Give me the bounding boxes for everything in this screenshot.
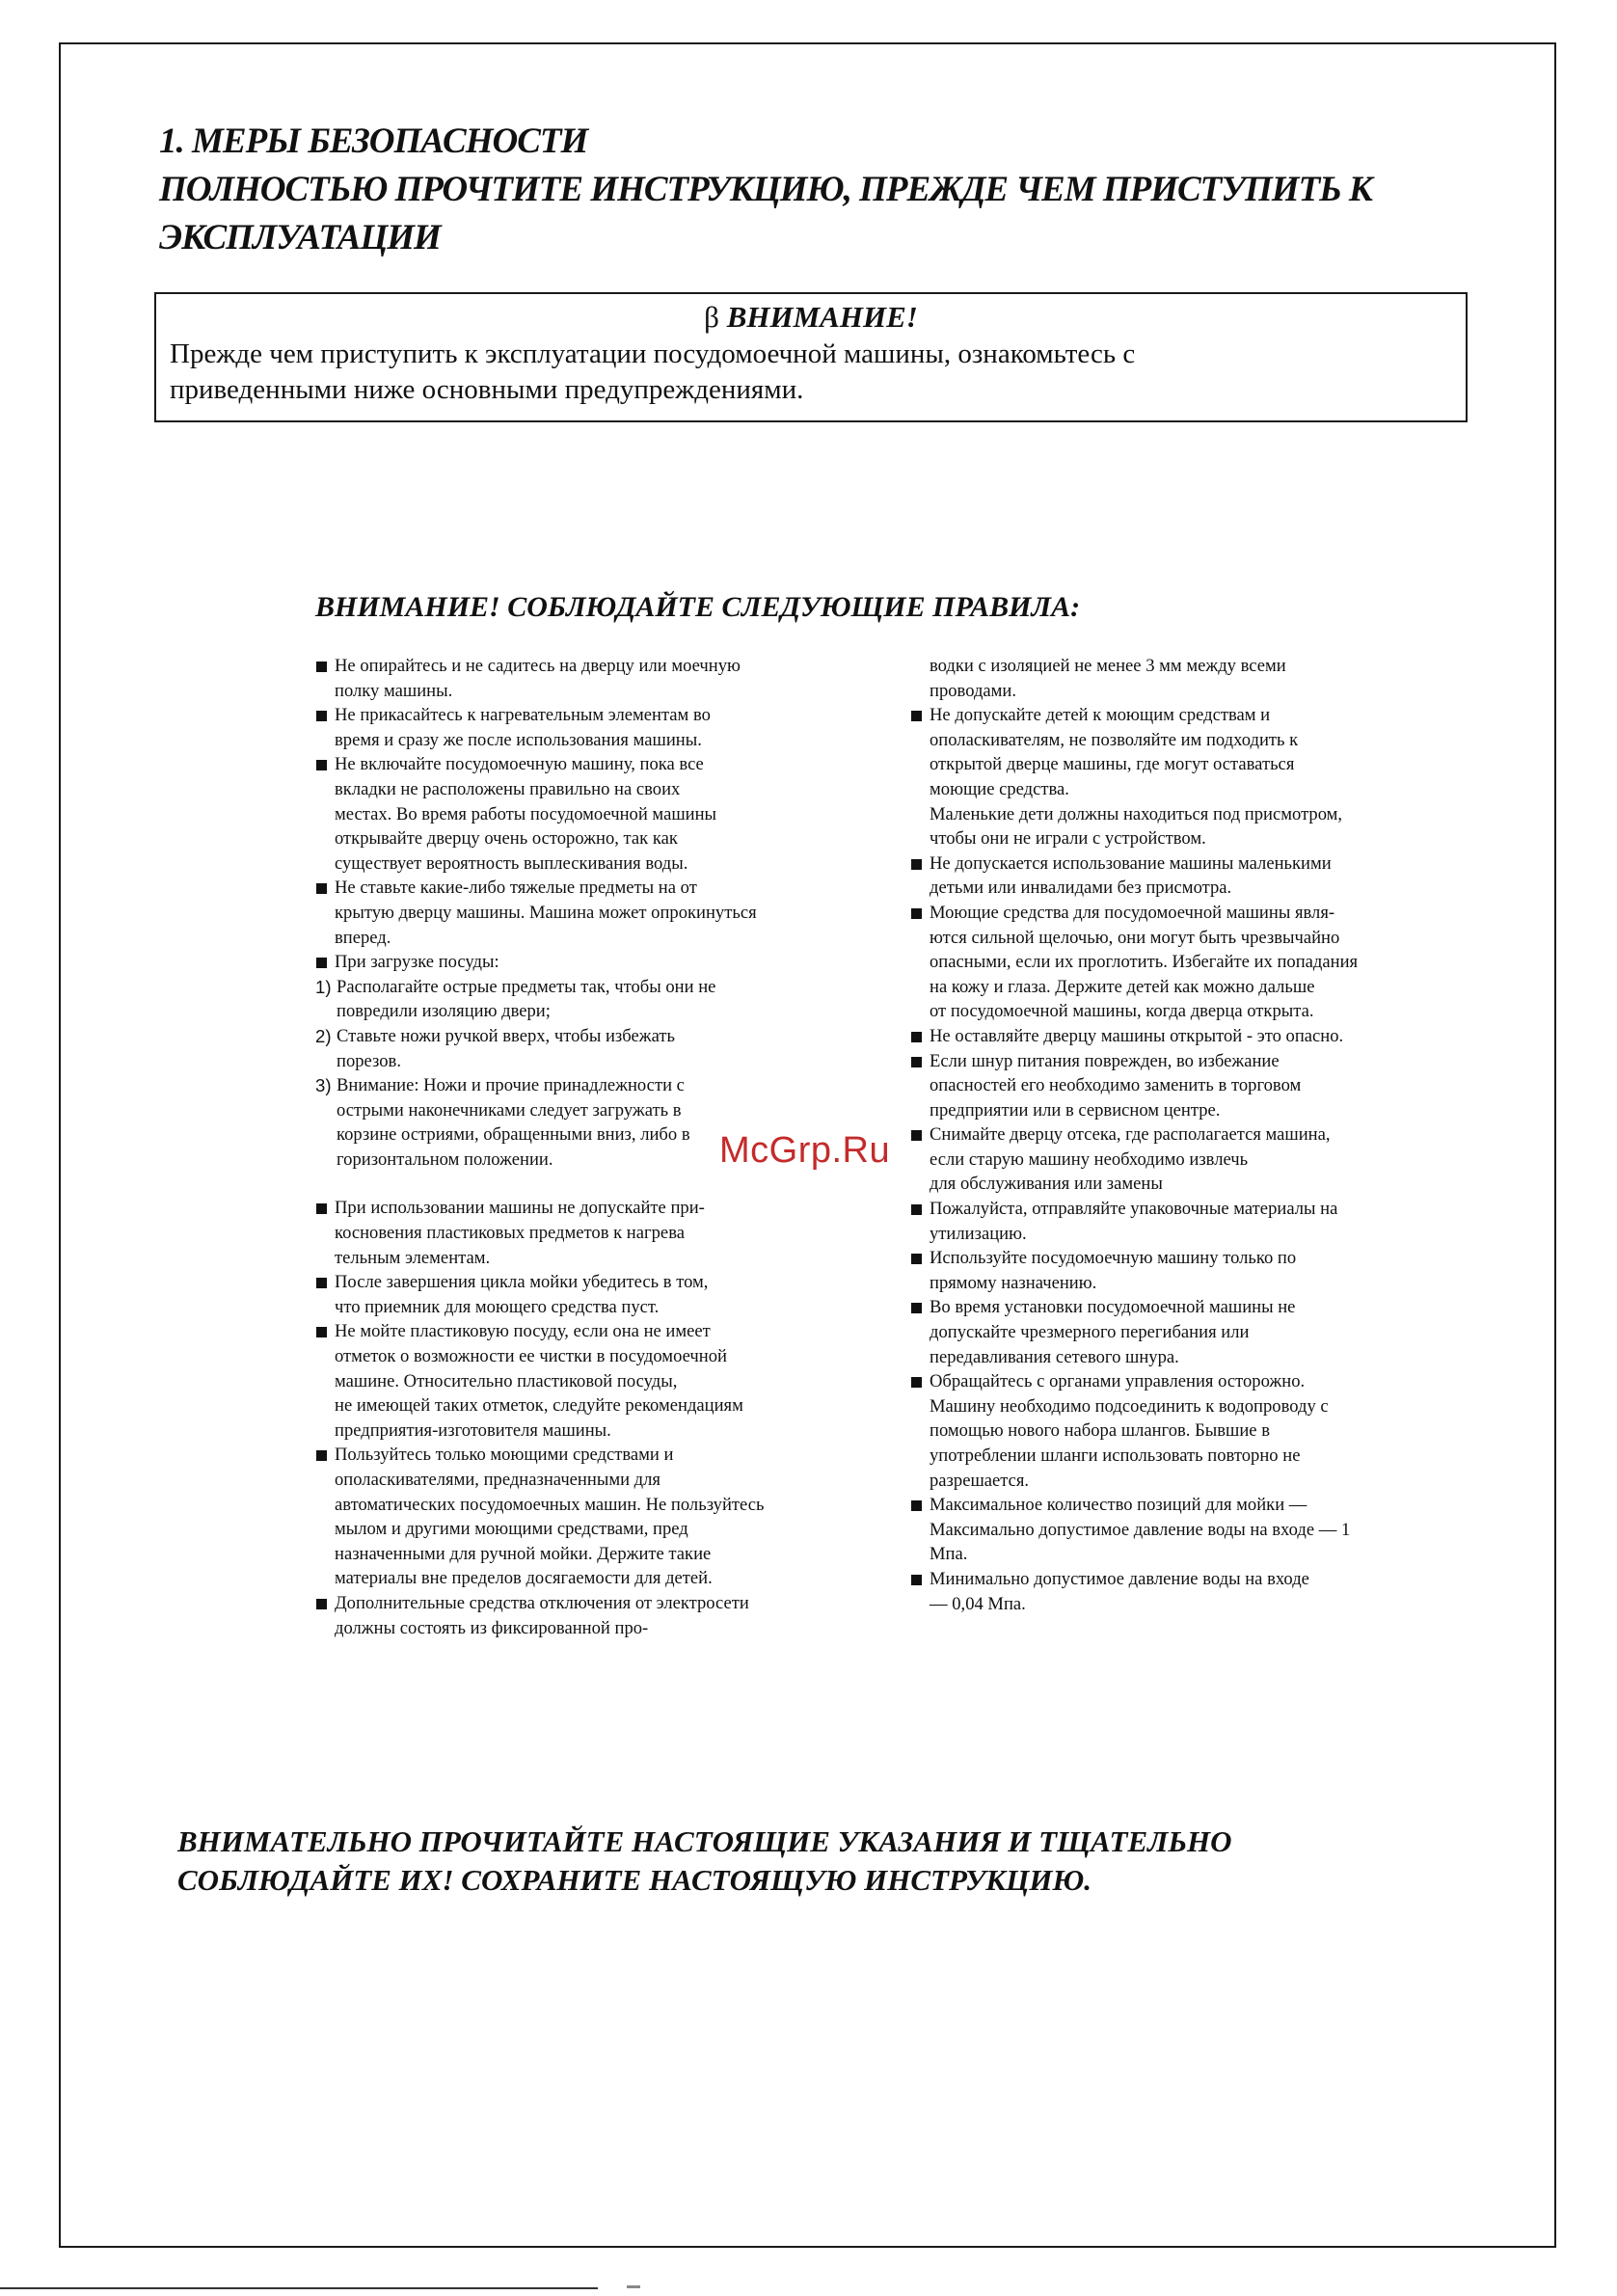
bullet-square-icon: [316, 1327, 327, 1337]
rules-right-column: [910, 654, 1460, 1616]
rule-line: Используйте посудомоечную машину только по: [930, 1248, 1297, 1269]
bullet-square-icon: [316, 1450, 327, 1461]
warning-symbol-icon: β: [704, 300, 719, 334]
rule-line: вперед.: [335, 927, 391, 948]
rule-item: [910, 1122, 1460, 1197]
rule-line: передавливания сетевого шнура.: [930, 1346, 1179, 1367]
rule-line: Мпа.: [930, 1544, 968, 1565]
rule-line: Маленькие дети должны находиться под присмотром,: [930, 803, 1343, 824]
rule-line: Ставьте ножи ручкой вверх, чтобы избежать: [337, 1025, 675, 1046]
bullet-square-icon: [911, 1377, 922, 1388]
rule-line: Располагайте острые предметы так, чтобы они не: [337, 976, 716, 997]
item-number: 2): [315, 1025, 332, 1046]
rule-item: [315, 1196, 865, 1270]
bullet-square-icon: [316, 1203, 327, 1214]
rule-line: порезов.: [337, 1050, 401, 1071]
rule-line: Моющие средства для посудомоечной машины явля-: [930, 902, 1335, 923]
rule-line: машине. Относительно пластиковой посуды,: [335, 1370, 678, 1391]
rule-item: [910, 703, 1460, 851]
warning-text-line: Прежде чем приступить к эксплуатации посудомоечной машины, ознакомьтесь с: [170, 338, 1136, 369]
rule-item: [315, 752, 865, 876]
title-line: ЭКСПЛУАТАЦИИ: [159, 218, 441, 257]
rule-line: Максимально допустимое давление воды на входе — 1: [930, 1519, 1351, 1540]
rule-line: опасностей его необходимо заменить в торговом: [930, 1075, 1302, 1096]
rule-line: на кожу и глаза. Держите детей как можно дальше: [930, 976, 1315, 997]
bottom-mark: [627, 2285, 640, 2288]
rule-line: Не прикасайтесь к нагревательным элементам во: [335, 705, 711, 726]
spacer: [315, 1172, 865, 1196]
rule-item: [910, 1024, 1460, 1049]
rule-line: проводами.: [930, 680, 1017, 701]
rule-line: отметок о возможности ее чистки в посудомоечной: [335, 1346, 727, 1367]
warning-heading-text: ВНИМАНИЕ!: [726, 300, 918, 334]
rule-line: употреблении шланги использовать повторно не: [930, 1445, 1301, 1466]
rule-line: что приемник для моющего средства пуст.: [335, 1296, 660, 1317]
page-title: [159, 118, 1470, 262]
rule-line: Не оставляйте дверцу машины открытой - это опасно.: [930, 1025, 1344, 1046]
rule-item: [315, 1443, 865, 1591]
rule-line: ополаскивателям, не позволяйте им подходить к: [930, 729, 1299, 750]
rule-line: автоматических посудомоечных машин. Не пользуйтесь: [335, 1494, 765, 1515]
bullet-square-icon: [316, 662, 327, 672]
rule-line: предприятия-изготовителя машины.: [335, 1419, 611, 1441]
rule-line: ются сильной щелочью, они могут быть чрезвычайно: [930, 927, 1340, 948]
rule-line: назначенными для ручной мойки. Держите такие: [335, 1543, 712, 1564]
bullet-square-icon: [911, 859, 922, 870]
rule-line: Не мойте пластиковую посуду, если она не имеет: [335, 1321, 711, 1342]
rule-line: Если шнур питания поврежден, во избежание: [930, 1050, 1280, 1071]
rule-line: Максимальное количество позиций для мойки —: [930, 1495, 1307, 1516]
bullet-square-icon: [911, 1500, 922, 1511]
rule-item: [910, 1369, 1460, 1493]
item-number: 1): [315, 976, 332, 997]
numbered-item: [315, 975, 865, 1024]
rule-item: [910, 654, 1460, 703]
bullet-square-icon: [911, 908, 922, 919]
rule-line: Снимайте дверцу отсека, где располагается машина,: [930, 1124, 1331, 1146]
rule-line: моющие средства.: [930, 778, 1069, 799]
rule-line: Пожалуйста, отправляйте упаковочные материалы на: [930, 1199, 1338, 1220]
rule-line: косновения пластиковых предметов к нагрева: [335, 1223, 685, 1244]
rule-line: время и сразу же после использования машины.: [335, 729, 702, 750]
rule-line: — 0,04 Мпа.: [930, 1593, 1026, 1614]
watermark: McGrp.Ru: [719, 1130, 891, 1171]
rule-line: утилизацию.: [930, 1223, 1027, 1244]
bullet-square-icon: [911, 1575, 922, 1585]
rule-line: водки с изоляцией не менее 3 мм между всеми: [930, 656, 1286, 676]
bullet-square-icon: [316, 760, 327, 770]
rule-line: опасными, если их проглотить. Избегайте их попадания: [930, 952, 1359, 973]
bottom-rule: [0, 2287, 598, 2289]
rule-item: [315, 1270, 865, 1319]
rule-item: [910, 901, 1460, 1024]
bullet-square-icon: [911, 711, 922, 721]
rule-item: [315, 703, 865, 752]
rule-line: не имеющей таких отметок, следуйте рекомендациям: [335, 1395, 743, 1417]
rule-line: Машину необходимо подсоединить к водопроводу с: [930, 1395, 1329, 1417]
rule-line: вкладки не расположены правильно на своих: [335, 778, 681, 799]
rule-line: острыми наконечниками следует загружать в: [337, 1099, 682, 1121]
rule-line: допускайте чрезмерного перегибания или: [930, 1322, 1250, 1343]
bullet-square-icon: [911, 1204, 922, 1215]
warning-heading: [170, 298, 1452, 337]
rules-heading: ВНИМАНИЕ! СОБЛЮДАЙТЕ СЛЕДУЮЩИЕ ПРАВИЛА:: [315, 591, 1081, 623]
rule-line: предприятии или в сервисном центре.: [930, 1099, 1221, 1121]
rule-line: Не ставьте какие-либо тяжелые предметы на от: [335, 878, 697, 899]
rule-line: горизонтальном положении.: [337, 1148, 553, 1170]
rule-line: крытую дверцу машины. Машина может опрокинуться: [335, 902, 757, 923]
rule-line: если старую машину необходимо извлечь: [930, 1148, 1249, 1170]
bullet-square-icon: [911, 1254, 922, 1264]
warning-text-line: приведенными ниже основными предупреждениями.: [170, 374, 804, 405]
title-line: 1. МЕРЫ БЕЗОПАСНОСТИ: [159, 122, 588, 161]
bullet-square-icon: [316, 711, 327, 721]
rule-line: Не опирайтесь и не садитесь на дверцу или моечную: [335, 656, 741, 676]
rule-line: Минимально допустимое давление воды на входе: [930, 1568, 1309, 1589]
bullet-square-icon: [316, 883, 327, 894]
rule-item: [315, 1319, 865, 1443]
rule-line: повредили изоляцию двери;: [337, 1001, 551, 1022]
rule-line: мылом и другими моющими средствами, пред: [335, 1519, 688, 1540]
rule-line: должны состоять из фиксированной про-: [335, 1617, 649, 1638]
rule-line: ополаскивателями, предназначенными для: [335, 1470, 660, 1490]
title-line: ПОЛНОСТЬЮ ПРОЧТИТЕ ИНСТРУКЦИЮ, ПРЕЖДЕ ЧЕМ ПРИСТУПИТЬ К: [159, 170, 1372, 209]
rule-line: Не допускается использование машины маленькими: [930, 852, 1332, 874]
rule-line: разрешается.: [930, 1470, 1030, 1491]
warning-box: [154, 292, 1468, 422]
rule-line: Пользуйтесь только моющими средствами и: [335, 1445, 674, 1466]
footer-line: ВНИМАТЕЛЬНО ПРОЧИТАЙТЕ НАСТОЯЩИЕ УКАЗАНИЯ И ТЩАТЕЛЬНО: [177, 1824, 1232, 1858]
bullet-square-icon: [911, 1057, 922, 1067]
bullet-square-icon: [911, 1130, 922, 1141]
rule-line: Обращайтесь с органами управления осторожно.: [930, 1371, 1306, 1392]
rule-line: прямому назначению.: [930, 1272, 1097, 1293]
rule-item: [315, 950, 865, 975]
rule-line: После завершения цикла мойки убедитесь в том,: [335, 1272, 709, 1293]
bullet-square-icon: [316, 958, 327, 968]
rule-item: [910, 1246, 1460, 1295]
rule-item: [315, 876, 865, 950]
rule-line: открывайте дверцу очень осторожно, так как: [335, 828, 678, 850]
item-number: 3): [315, 1075, 332, 1096]
rule-line: детьми или инвалидами без присмотра.: [930, 878, 1232, 899]
rule-line: Дополнительные средства отключения от электросети: [335, 1592, 749, 1613]
rule-line: чтобы они не играли с устройством.: [930, 828, 1206, 850]
rule-line: При загрузке посуды:: [335, 952, 499, 973]
numbered-item: [315, 1024, 865, 1073]
rule-line: материалы вне пределов досягаемости для детей.: [335, 1568, 713, 1589]
rule-line: Не допускайте детей к моющим средствам и: [930, 705, 1271, 726]
rule-line: При использовании машины не допускайте при-: [335, 1198, 705, 1219]
warning-text: [170, 337, 1452, 408]
rule-line: существует вероятность выплескивания воды.: [335, 852, 688, 874]
rule-line: открытой дверце машины, где могут оставаться: [930, 754, 1295, 775]
footer-line: СОБЛЮДАЙТЕ ИХ! СОХРАНИТЕ НАСТОЯЩУЮ ИНСТРУКЦИЮ.: [177, 1863, 1092, 1897]
rule-line: от посудомоечной машины, когда дверца открыта.: [930, 1001, 1314, 1022]
rule-item: [910, 1295, 1460, 1369]
bullet-square-icon: [316, 1599, 327, 1609]
footer-notice: [177, 1823, 1431, 1900]
rule-line: Во время установки посудомоечной машины не: [930, 1297, 1296, 1318]
rule-item: [910, 1049, 1460, 1123]
rule-line: полку машины.: [335, 680, 453, 701]
rule-line: для обслуживания или замены: [930, 1174, 1163, 1195]
rule-line: местах. Во время работы посудомоечной машины: [335, 803, 717, 824]
bullet-square-icon: [911, 1303, 922, 1313]
rule-item: [910, 1493, 1460, 1567]
rule-line: тельным элементам.: [335, 1247, 491, 1268]
bullet-square-icon: [911, 1032, 922, 1042]
rule-line: Внимание: Ножи и прочие принадлежности с: [337, 1075, 685, 1096]
rule-line: помощью нового набора шлангов. Бывшие в: [930, 1420, 1270, 1442]
rule-item: [910, 1197, 1460, 1246]
bullet-square-icon: [316, 1278, 327, 1288]
rule-line: корзине остриями, обращенными вниз, либо в: [337, 1124, 690, 1146]
rule-item: [910, 1567, 1460, 1616]
rule-line: Не включайте посудомоечную машину, пока все: [335, 754, 704, 775]
rule-item: [910, 851, 1460, 901]
rule-item: [315, 654, 865, 703]
rule-item: [315, 1591, 865, 1640]
